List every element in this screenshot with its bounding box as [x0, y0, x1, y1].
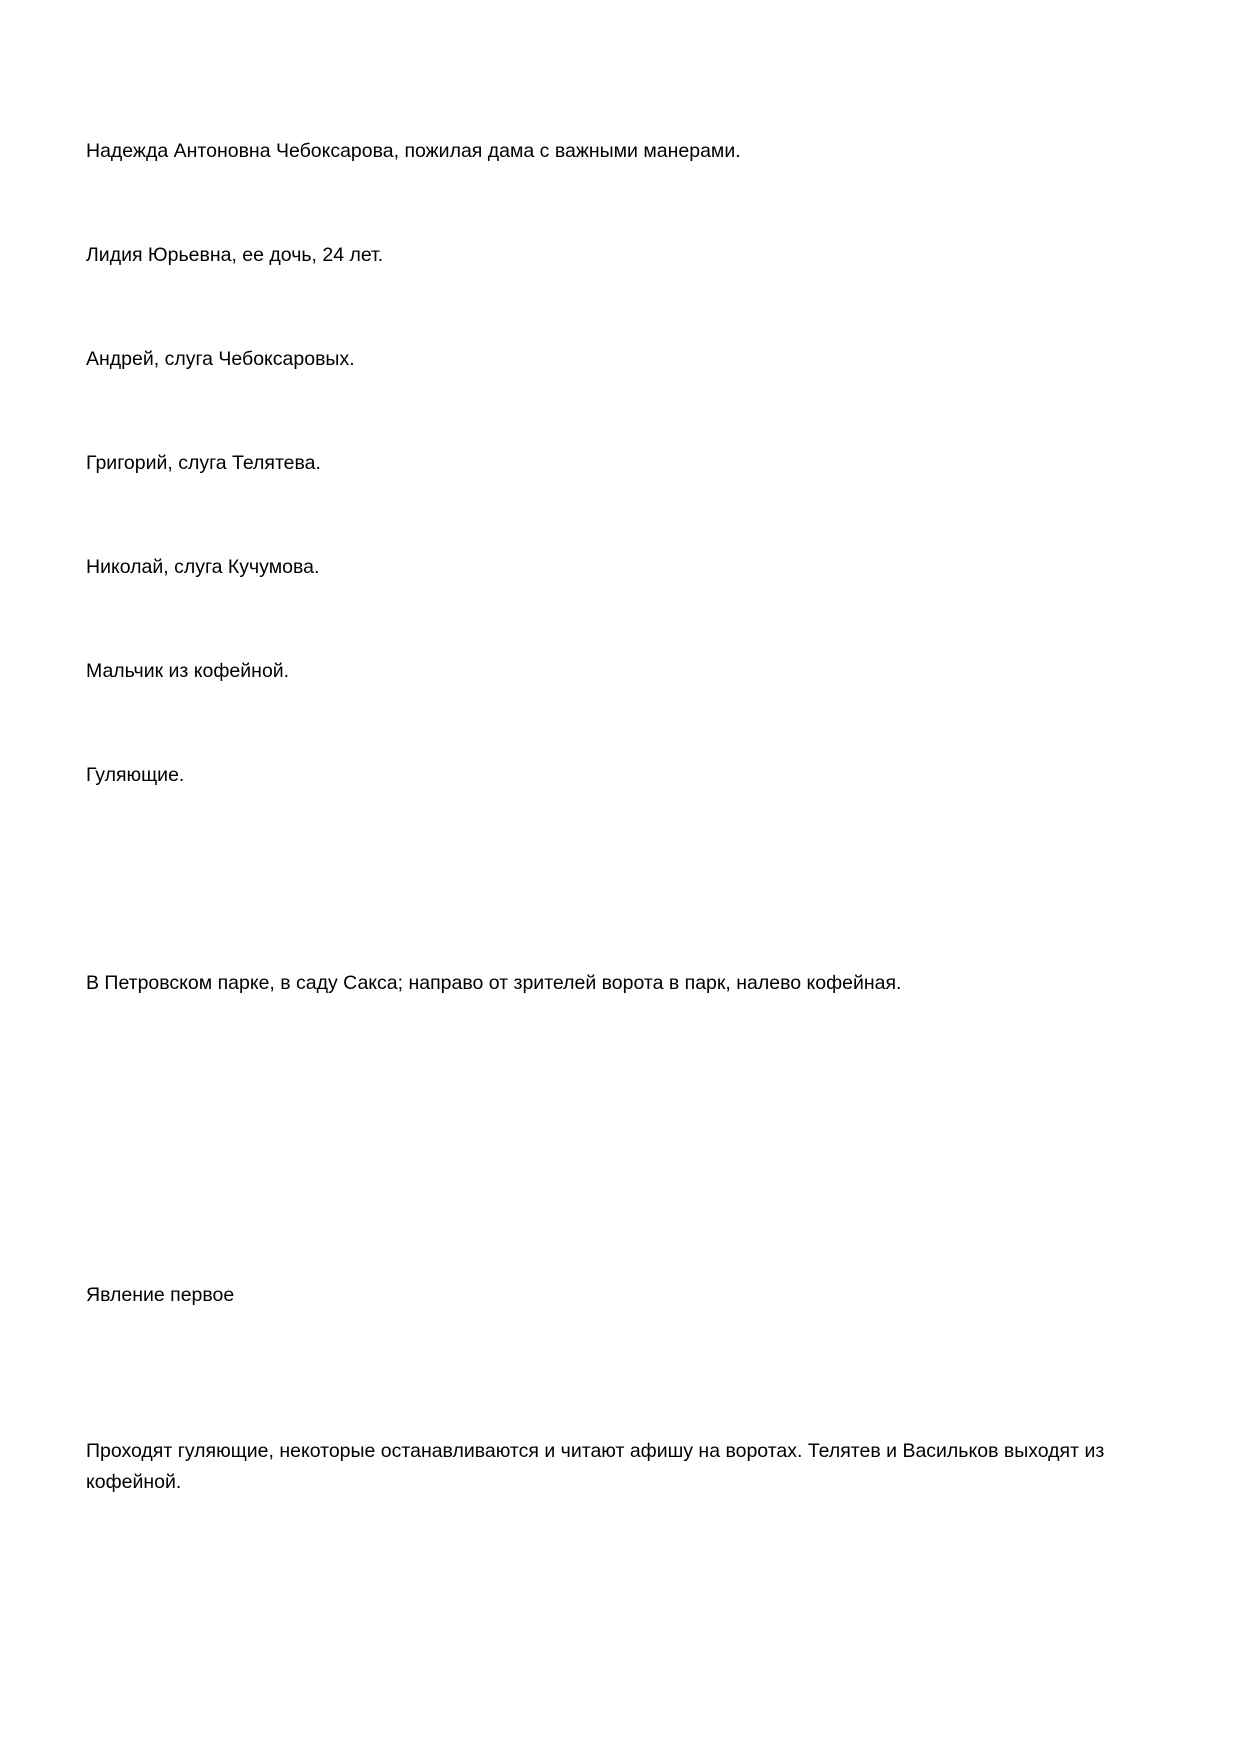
character-list-item: Лидия Юрьевна, ее дочь, 24 лет. — [86, 244, 384, 266]
character-list-item: Мальчик из кофейной. — [86, 660, 290, 682]
character-list-item: Надежда Антоновна Чебоксарова, пожилая дама с важными манерами. — [86, 140, 741, 162]
scene-heading: Явление первое — [86, 1284, 235, 1306]
character-list-item: Николай, слуга Кучумова. — [86, 556, 320, 578]
character-list-item: Григорий, слуга Телятева. — [86, 452, 321, 474]
character-list-item: Гуляющие. — [86, 764, 185, 786]
stage-direction: Проходят гуляющие, некоторые останавливаются и читают афишу на воротах. Телятев и Васильков выходят из кофейной. — [86, 1440, 1105, 1493]
setting-description: В Петровском парке, в саду Сакса; направо от зрителей ворота в парк, налево кофейная. — [86, 972, 902, 994]
character-list-item: Андрей, слуга Чебоксаровых. — [86, 348, 355, 370]
